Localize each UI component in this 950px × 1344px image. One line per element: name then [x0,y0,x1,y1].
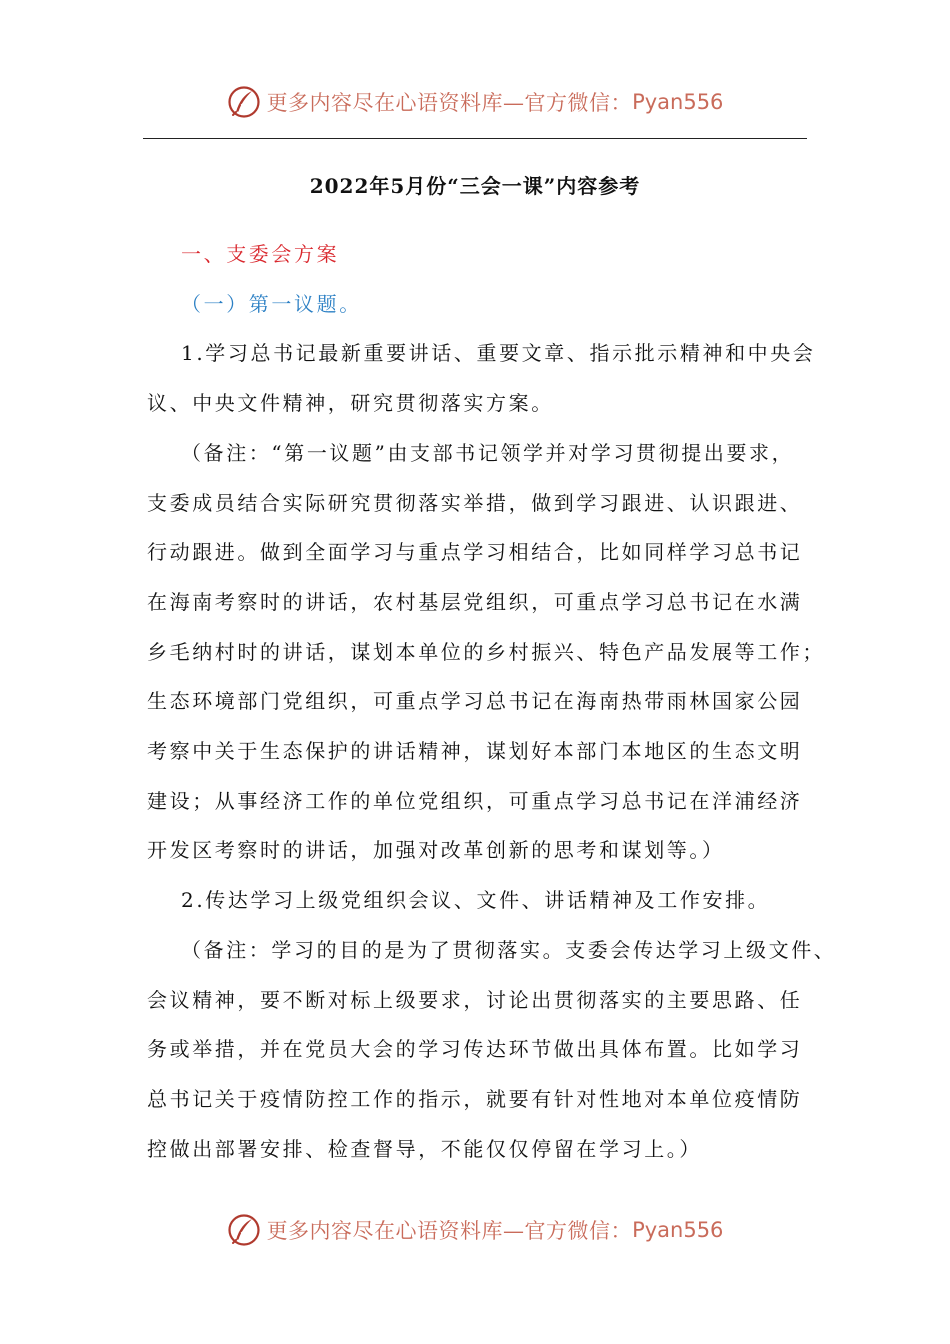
document-body [147,230,837,1174]
section-heading: 一、支委会方案 [181,242,340,266]
body-line: 支委成员结合实际研究贯彻落实举措，做到学习跟进、认识跟进、 [147,490,803,515]
footer-banner [0,1208,950,1252]
body-line: 建设；从事经济工作的单位党组织，可重点学习总书记在洋浦经济 [147,788,803,813]
sub-heading: （一）第一议题。 [181,291,362,316]
header-divider [143,138,807,139]
body-line: 生态环境部门党组织，可重点学习总书记在海南热带雨林国家公园 [147,689,803,714]
banner-text: 更多内容尽在心语资料库—官方微信： [266,1219,633,1243]
body-line: （备注：学习的目的是为了贯彻落实。支委会传达学习上级文件、 [181,937,837,962]
body-line: 行动跟进。做到全面学习与重点学习相结合，比如同样学习总书记 [147,540,803,565]
body-line: 会议精神，要不断对标上级要求，讨论出贯彻落实的主要思路、任 [147,987,803,1012]
banner-wechat-id: Pyan556 [632,1218,724,1242]
body-line: 总书记关于疫情防控工作的指示，就要有针对性地对本单位疫情防 [147,1086,803,1111]
body-line: 务或举措，并在党员大会的学习传达环节做出具体布置。比如学习 [147,1037,803,1062]
quill-logo-icon [227,1213,261,1247]
body-line: 2.传达学习上级党组织会议、文件、讲话精神及工作安排。 [181,888,771,913]
quill-logo-icon [227,85,261,119]
body-line: （备注：“第一议题”由支部书记领学并对学习贯彻提出要求， [181,440,795,465]
banner-text: 更多内容尽在心语资料库—官方微信： [266,91,633,115]
body-line: 在海南考察时的讲话，农村基层党组织，可重点学习总书记在水满 [147,589,803,614]
body-line: 控做出部署安排、检查督导，不能仅仅停留在学习上。） [147,1136,702,1161]
body-line: 1.学习总书记最新重要讲话、重要文章、指示批示精神和中央会 [181,341,816,366]
banner-wechat-id: Pyan556 [632,90,724,114]
document-title: 2022年5月份“三会一课”内容参考 [309,174,641,198]
body-line: 乡毛纳村时的讲话，谋划本单位的乡村振兴、特色产品发展等工作； [147,639,825,664]
header-banner [0,80,950,124]
body-line: 考察中关于生态保护的讲话精神，谋划好本部门本地区的生态文明 [147,739,803,764]
body-line: 议、中央文件精神，研究贯彻落实方案。 [147,391,554,416]
body-line: 开发区考察时的讲话，加强对改革创新的思考和谋划等。） [147,838,725,863]
